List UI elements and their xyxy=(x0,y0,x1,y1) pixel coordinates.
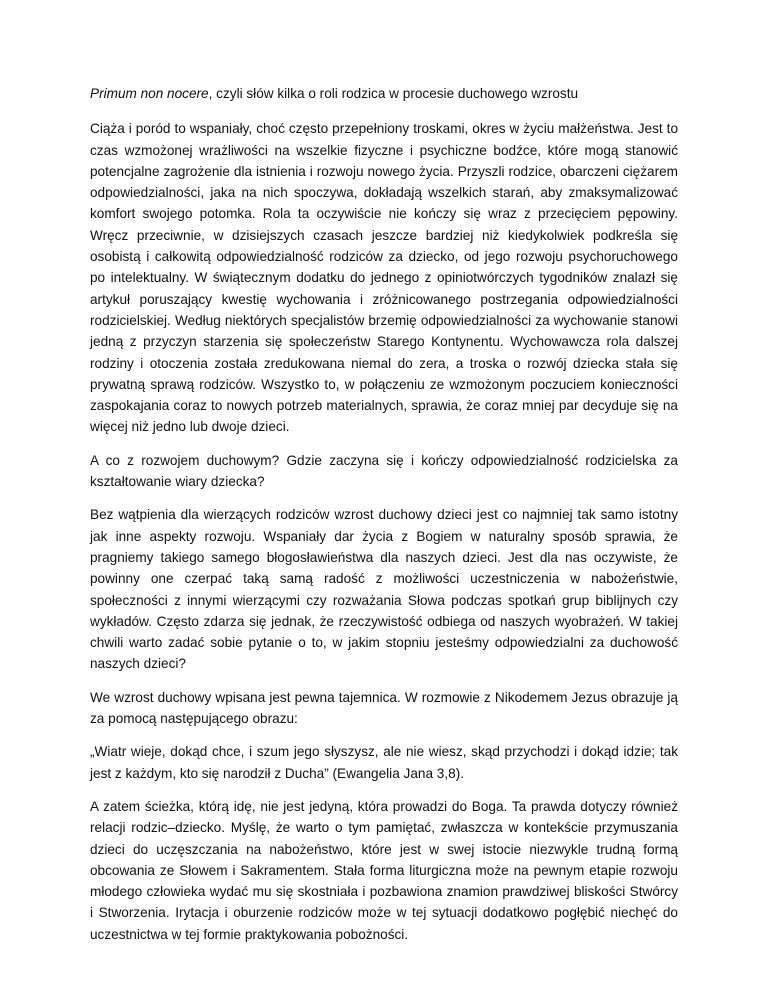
document-page xyxy=(90,83,678,945)
paragraph-4: We wzrost duchowy wpisana jest pewna tajemnica. W rozmowie z Nikodemem Jezus obrazuje ją za pomocą następującego obrazu: xyxy=(90,689,678,727)
paragraph-3: Bez wątpienia dla wierzących rodziców wzrost duchowy dzieci jest co najmniej tak samo istotny jak inne aspekty rozwoju. Wspaniały dar życia z Bogiem w naturalny sposób sprawia, że pragniemy takiego samego błogosławieństwa dla naszych dzieci. Jest dla nas oczywiste, że powinny one czerpać taką samą radość z możliwości uczestniczenia w nabożeństwie, społeczności z innymi wierzącymi czy rozważania Słowa podczas spotkań grup biblijnych czy wykładów. Często zdarza się jednak, że rzeczywistość odbiega od naszych wyobrażeń. W takiej chwili warto zadać sobie pytanie o to, w jakim stopniu jesteśmy odpowiedzialni za duchowość naszych dzieci? xyxy=(90,507,678,672)
title-rest: , czyli słów kilka o roli rodzica w procesie duchowego wzrostu xyxy=(208,86,579,101)
paragraph-6: A zatem ścieżka, którą idę, nie jest jedyną, która prowadzi do Boga. Ta prawda dotyczy również relacji rodzic–dziecko. Myślę, że warto o tym pamiętać, zwłaszcza w kontekście przymuszania dzieci do uczęszczania na nabożeństwo, które jest w swej istocie niezwykle trudną formą obcowania ze Słowem i Sakramentem. Stała forma liturgiczna może na pewnym etapie rozwoju młodego człowieka wydać mu się skostniała i pozbawiona znamion prawdziwej bliskości Stwórcy i Stworzenia. Irytacja i oburzenie rodziców może w tej sytuacji dodatkowo pogłębić niechęć do uczestnictwa w tej formie praktykowania pobożności. xyxy=(90,798,678,942)
paragraph-1: Ciąża i poród to wspaniały, choć często przepełniony troskami, okres w życiu małżeństwa. Jest to czas wzmożonej wrażliwości na wszelkie fizyczne i psychiczne bodźce, które mogą stanowić potencjalne zagrożenie dla istnienia i rozwoju nowego życia. Przyszli rodzice, obarczeni ciężarem odpowiedzialności, jaka na nich spoczywa, dokładają wszelkich starań, aby zmaksymalizować komfort swojego potomka. Rola ta oczywiście nie kończy się wraz z przecięciem pępowiny. Wręcz przeciwnie, w dzisiejszych czasach jeszcze bardziej niż kiedykolwiek podkreśla się osobistą i całkowitą odpowiedzialność rodziców za dziecko, od jego rozwoju psychoruchowego po intelektualny. W świątecznym dodatku do jednego z opiniotwórczych tygodników znalazł się artykuł poruszający kwestię wychowania i zróżnicowanego postrzegania odpowiedzialności rodzicielskiej. Według niektórych specjalistów brzemię odpowiedzialności za wychowanie stanowi jedną z przyczyn starzenia się społeczeństw Starego Kontynentu. Wychowawcza rola dalszej rodziny i otoczenia została zredukowana niemal do zera, a troska o rozwój dziecka stała się prywatną sprawą rodziców. Wszystko to, w połączeniu ze wzmożonym poczuciem konieczności zaspokajania coraz to nowych potrzeb materialnych, sprawia, że coraz mniej par decyduje się na więcej niż jedno lub dwoje dzieci. xyxy=(90,121,678,435)
quote-paragraph: „Wiatr wieje, dokąd chce, i szum jego słyszysz, ale nie wiesz, skąd przychodzi i dokąd idzie; tak jest z każdym, kto się narodził z Ducha” (Ewangelia Jana 3,8). xyxy=(90,744,678,781)
title-italic: Primum non nocere xyxy=(90,86,209,101)
paragraph-2: A co z rozwojem duchowym? Gdzie zaczyna się i kończy odpowiedzialność rodzicielska za kształtowanie wiary dziecka? xyxy=(90,452,678,490)
document-title xyxy=(90,83,678,104)
